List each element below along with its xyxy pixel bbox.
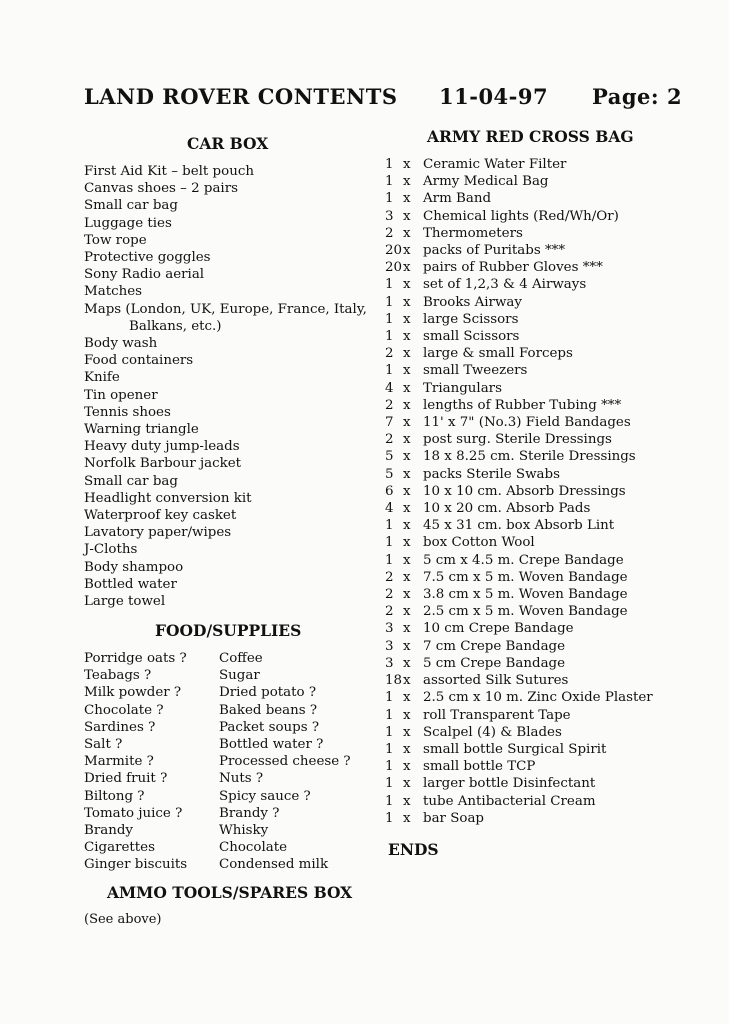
car-box-title: CAR BOX [187,134,269,153]
times-symbol: x [403,690,411,706]
quantity: 4 [385,501,394,517]
times-symbol: x [403,604,411,620]
list-item: Sardines ? [84,719,156,735]
quantity: 3 [385,621,394,637]
supply-item: 18 x 8.25 cm. Sterile Dressings [423,449,636,465]
supply-row [385,775,653,792]
supply-item: Scalpel (4) & Blades [423,724,562,740]
times-symbol: x [403,569,411,585]
quantity: 1 [385,174,394,190]
supply-row [385,741,653,758]
supply-row [385,500,653,517]
list-item: Whisky [219,823,269,839]
supply-item: small Tweezers [423,363,528,379]
supply-row [385,208,653,225]
list-item: Matches [84,284,142,300]
list-item: Waterproof key casket [84,508,237,524]
supply-row [385,483,653,500]
list-item: Food containers [84,353,194,369]
list-item: Teabags ? [84,668,152,684]
times-symbol: x [403,449,411,465]
supply-row [385,328,653,345]
supply-row [385,276,653,293]
food-list-column-2 [219,650,369,874]
supply-item: assorted Silk Sutures [423,673,569,689]
list-item: Tin opener [84,387,158,403]
list-item: Salt ? [84,737,123,753]
supply-item: 7.5 cm x 5 m. Woven Bandage [423,569,628,585]
quantity: 1 [385,741,394,757]
supply-item: 5 cm x 4.5 m. Crepe Bandage [423,552,624,568]
supply-item: post surg. Sterile Dressings [423,432,612,448]
supply-row [385,414,653,431]
supply-row [385,448,653,465]
supply-row [385,466,653,483]
supply-item: 2.5 cm x 5 m. Woven Bandage [423,604,628,620]
supply-row [385,173,653,190]
quantity: 1 [385,294,394,310]
quantity: 1 [385,311,394,327]
supply-item: small bottle TCP [423,759,536,775]
supply-row [385,603,653,620]
list-item: Biltong ? [84,788,145,804]
supply-item: Ceramic Water Filter [423,157,567,172]
list-item: Processed cheese ? [219,754,351,770]
supply-item: box Cotton Wool [423,535,535,551]
supply-row [385,586,653,603]
times-symbol: x [403,208,411,224]
times-symbol: x [403,294,411,310]
times-symbol: x [403,483,411,499]
supply-item: 5 cm Crepe Bandage [423,655,566,671]
supply-row [385,810,653,827]
times-symbol: x [403,655,411,671]
supply-item: large & small Forceps [423,346,573,362]
supply-item: 10 x 20 cm. Absorb Pads [423,501,591,517]
quantity: 7 [385,415,394,431]
list-item: Bottled water ? [219,737,324,753]
list-item: Maps (London, UK, Europe, France, Italy, [84,301,367,317]
list-item: Baked beans ? [219,702,318,718]
supply-row [385,345,653,362]
list-item: Headlight conversion kit [84,490,252,506]
list-item: Lavatory paper/wipes [84,525,232,541]
times-symbol: x [403,776,411,792]
supply-item: large Scissors [423,311,519,327]
list-item: First Aid Kit – belt pouch [84,164,254,179]
times-symbol: x [403,741,411,757]
list-item: Brandy ? [219,805,280,821]
supply-item: 10 x 10 cm. Absorb Dressings [423,483,626,499]
list-item: Sugar [219,668,260,684]
supply-row [385,672,653,689]
quantity: 20 [385,243,403,259]
supply-row [385,620,653,637]
list-item: Body shampoo [84,559,184,575]
list-item: Canvas shoes – 2 pairs [84,181,238,197]
list-item: Ginger biscuits [84,857,188,873]
supply-item: 7 cm Crepe Bandage [423,638,566,654]
document-date: 11-04-97 [439,84,549,109]
list-item: Spicy sauce ? [219,788,311,804]
supply-item: Triangulars [423,380,502,396]
supply-item: packs Sterile Swabs [423,466,560,482]
supply-row [385,294,653,311]
times-symbol: x [403,191,411,207]
list-item: Heavy duty jump-leads [84,439,240,455]
list-item: Coffee [219,651,263,666]
times-symbol: x [403,363,411,379]
quantity: 3 [385,655,394,671]
supply-item: tube Antibacterial Cream [423,793,596,809]
list-item: Sony Radio aerial [84,267,205,283]
list-item: Knife [84,370,120,386]
times-symbol: x [403,415,411,431]
supply-item: bar Soap [423,810,485,826]
times-symbol: x [403,793,411,809]
supply-row [385,569,653,586]
quantity: 1 [385,552,394,568]
quantity: 6 [385,483,394,499]
times-symbol: x [403,225,411,241]
supply-item: Thermometers [423,225,523,241]
food-list-column-1 [84,650,214,874]
quantity: 1 [385,277,394,293]
ammo-box-note: (See above) [84,912,162,927]
times-symbol: x [403,243,411,259]
supply-item: small bottle Surgical Spirit [423,741,607,757]
times-symbol: x [403,311,411,327]
ends-label: ENDS [388,840,439,859]
supply-row [385,242,653,259]
times-symbol: x [403,518,411,534]
list-item: J-Cloths [84,542,138,558]
list-item: Luggage ties [84,215,172,231]
list-item: Cigarettes [84,840,155,856]
times-symbol: x [403,174,411,190]
quantity: 3 [385,208,394,224]
quantity: 2 [385,432,394,448]
quantity: 1 [385,518,394,534]
quantity: 1 [385,329,394,345]
food-supplies-title: FOOD/SUPPLIES [155,621,302,640]
army-bag-list [385,156,653,827]
supply-row [385,380,653,397]
list-item: Marmite ? [84,754,154,770]
list-item: Porridge oats ? [84,651,187,666]
supply-row [385,534,653,551]
quantity: 2 [385,569,394,585]
supply-row [385,758,653,775]
army-bag-title: ARMY RED CROSS BAG [427,127,634,146]
times-symbol: x [403,638,411,654]
supply-item: set of 1,2,3 & 4 Airways [423,277,587,293]
list-item: Balkans, etc.) [129,318,222,334]
times-symbol: x [403,432,411,448]
quantity: 3 [385,638,394,654]
supply-item: lengths of Rubber Tubing *** [423,397,622,413]
supply-row [385,689,653,706]
quantity: 2 [385,225,394,241]
document-title: LAND ROVER CONTENTS [84,84,398,109]
times-symbol: x [403,621,411,637]
list-item: Milk powder ? [84,685,182,701]
list-item: Protective goggles [84,250,211,266]
times-symbol: x [403,380,411,396]
list-item: Bottled water [84,576,177,592]
times-symbol: x [403,501,411,517]
supply-item: 3.8 cm x 5 m. Woven Bandage [423,587,628,603]
supply-item: pairs of Rubber Gloves *** [423,260,603,276]
supply-item: 11' x 7" (No.3) Field Bandages [423,415,631,431]
quantity: 1 [385,363,394,379]
page-header [84,84,684,114]
times-symbol: x [403,397,411,413]
list-item: Condensed milk [219,857,329,873]
times-symbol: x [403,707,411,723]
quantity: 4 [385,380,394,396]
times-symbol: x [403,346,411,362]
list-item: Brandy [84,823,133,839]
times-symbol: x [403,810,411,826]
supply-row [385,638,653,655]
supply-item: Chemical lights (Red/Wh/Or) [423,208,619,224]
quantity: 1 [385,157,394,172]
quantity: 1 [385,759,394,775]
list-item: Dried potato ? [219,685,317,701]
supply-row [385,707,653,724]
times-symbol: x [403,673,411,689]
quantity: 2 [385,587,394,603]
list-item: Packet soups ? [219,719,320,735]
quantity: 2 [385,604,394,620]
list-item: Body wash [84,336,158,352]
supply-item: 10 cm Crepe Bandage [423,621,574,637]
supply-item: Army Medical Bag [423,174,549,190]
quantity: 2 [385,346,394,362]
supply-row [385,362,653,379]
list-item: Tomato juice ? [84,805,183,821]
supply-row [385,311,653,328]
quantity: 1 [385,535,394,551]
times-symbol: x [403,724,411,740]
supply-item: larger bottle Disinfectant [423,776,596,792]
times-symbol: x [403,552,411,568]
supply-row [385,552,653,569]
supply-row [385,397,653,414]
quantity: 5 [385,449,394,465]
list-item: Norfolk Barbour jacket [84,456,242,472]
quantity: 20 [385,260,403,276]
times-symbol: x [403,329,411,345]
times-symbol: x [403,759,411,775]
quantity: 18 [385,673,403,689]
list-item: Small car bag [84,198,178,214]
quantity: 1 [385,776,394,792]
supply-item: Arm Band [423,191,492,207]
ammo-box-title: AMMO TOOLS/SPARES BOX [107,883,353,902]
quantity: 1 [385,191,394,207]
list-item: Large towel [84,594,166,610]
quantity: 1 [385,793,394,809]
list-item: Chocolate ? [84,702,164,718]
times-symbol: x [403,157,411,172]
times-symbol: x [403,535,411,551]
list-item: Warning triangle [84,422,199,438]
supply-item: small Scissors [423,329,520,345]
page-number: Page: 2 [592,84,683,109]
supply-row [385,517,653,534]
list-item: Tow rope [84,232,147,248]
times-symbol: x [403,587,411,603]
quantity: 1 [385,690,394,706]
supply-row [385,225,653,242]
quantity: 1 [385,724,394,740]
quantity: 1 [385,810,394,826]
list-item: Tennis shoes [84,404,171,420]
supply-row [385,724,653,741]
supply-item: packs of Puritabs *** [423,243,566,259]
supply-item: Brooks Airway [423,294,522,310]
supply-row [385,190,653,207]
supply-row [385,793,653,810]
car-box-list [84,163,367,610]
list-item: Nuts ? [219,771,264,787]
times-symbol: x [403,260,411,276]
supply-item: 45 x 31 cm. box Absorb Lint [423,518,615,534]
supply-item: roll Transparent Tape [423,707,571,723]
times-symbol: x [403,466,411,482]
quantity: 2 [385,397,394,413]
list-item: Dried fruit ? [84,771,168,787]
supply-item: 2.5 cm x 10 m. Zinc Oxide Plaster [423,690,653,706]
list-item: Chocolate [219,840,288,856]
supply-row [385,431,653,448]
quantity: 1 [385,707,394,723]
quantity: 5 [385,466,394,482]
supply-row [385,259,653,276]
supply-row [385,156,653,173]
list-item: Small car bag [84,473,178,489]
supply-row [385,655,653,672]
times-symbol: x [403,277,411,293]
